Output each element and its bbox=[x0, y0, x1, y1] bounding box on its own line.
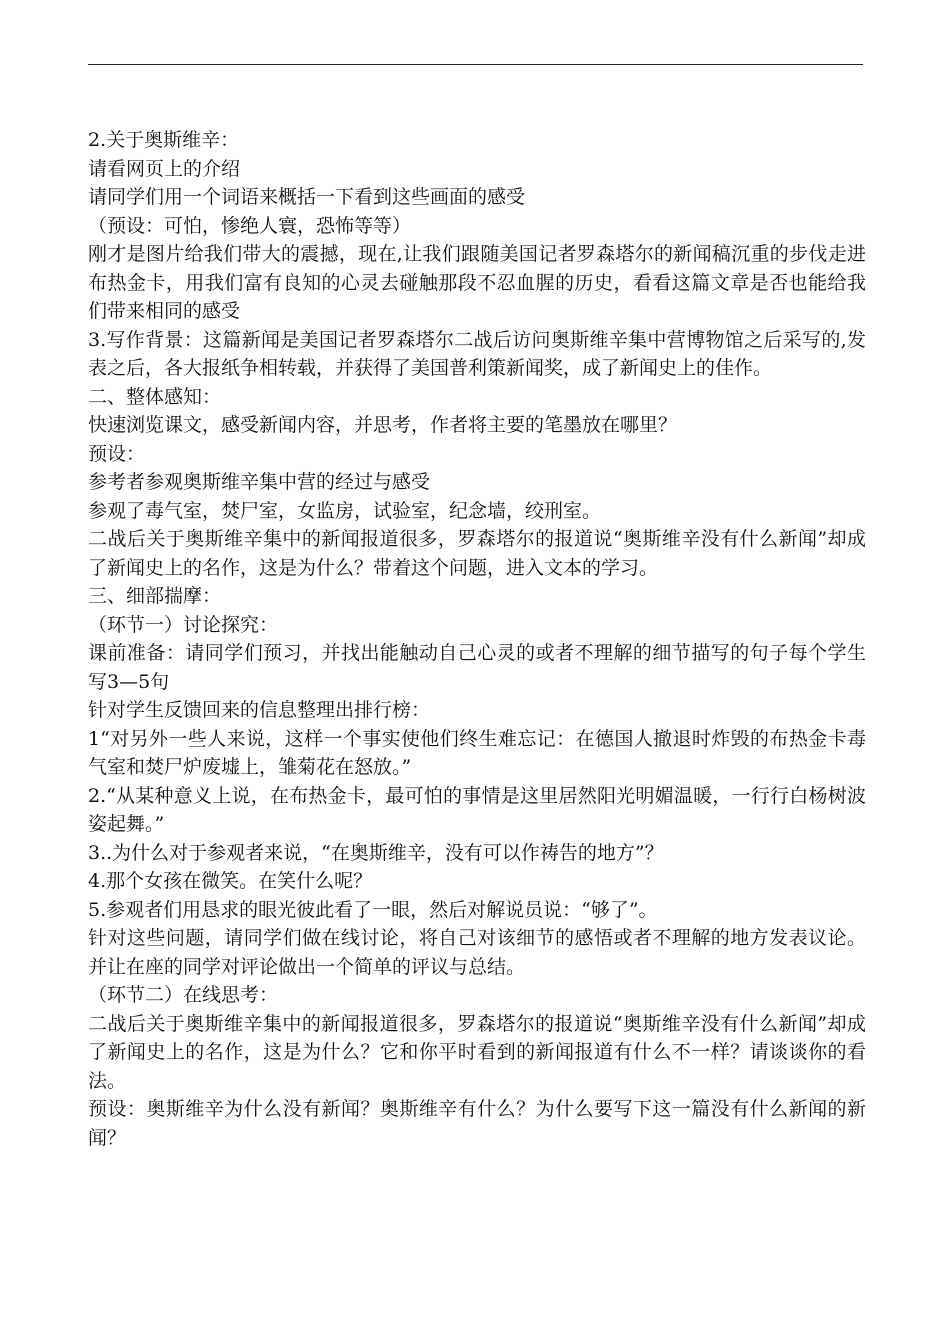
paragraph: 针对学生反馈回来的信息整理出排行榜： bbox=[88, 699, 431, 721]
paragraph: 二战后关于奥斯维辛集中的新闻报道很多，罗森塔尔的报道说“奥斯维辛没有什么新闻”却成了新闻史上的名作，这是为什么？带着这个问题，进入文本的学习。 bbox=[88, 528, 866, 579]
preset-answer: 预设：奥斯维辛为什么没有新闻？奥斯维辛有什么？为什么要写下这一篇没有什么新闻的新闻？ bbox=[88, 1098, 866, 1149]
subsection-heading-discussion: （环节一）讨论探究： bbox=[88, 613, 279, 636]
writing-background: 3.写作背景：这篇新闻是美国记者罗森塔尔二战后访问奥斯维辛集中营博物馆之后采写的,发表之后，各大报纸争相转载，并获得了美国普利策新闻奖，成了新闻史上的佳作。 bbox=[88, 328, 866, 379]
list-item: 4.那个女孩在微笑。在笑什么呢？ bbox=[88, 870, 373, 892]
paragraph: 请看网页上的介绍 bbox=[88, 157, 241, 180]
section-heading-detail: 三、细部揣摩： bbox=[88, 585, 222, 607]
subsection-heading-online-thinking: （环节二）在线思考： bbox=[88, 984, 279, 1006]
section-heading-overview: 二、整体感知： bbox=[88, 385, 222, 408]
paragraph: 课前准备：请同学们预习，并找出能触动自己心灵的或者不理解的细节描写的句子每个学生写3—5句 bbox=[88, 642, 866, 693]
preset-answer: （预设：可怕，惨绝人寰，恐怖等等） bbox=[88, 214, 412, 237]
header-rule bbox=[88, 64, 863, 65]
list-item: 3..为什么对于参观者来说，“在奥斯维辛，没有可以作祷告的地方”？ bbox=[88, 841, 664, 864]
paragraph: 二战后关于奥斯维辛集中的新闻报道很多，罗森塔尔的报道说“奥斯维辛没有什么新闻”却成了新闻史上的名作，这是为什么？它和你平时看到的新闻报道有什么不一样？请谈谈你的看法。 bbox=[88, 1012, 866, 1092]
paragraph: 刚才是图片给我们带大的震撼，现在,让我们跟随美国记者罗森塔尔的新闻稿沉重的步伐走进布热金卡，用我们富有良知的心灵去碰触那段不忍血腥的历史，看看这篇文章是否也能给我们带来相同的感受 bbox=[88, 243, 866, 322]
list-item: 1“对另外一些人来说，这样一个事实使他们终生难忘记：在德国人撤退时炸毁的布热金卡毒气室和焚尸炉废墟上，雏菊花在怒放。” bbox=[88, 727, 866, 778]
list-item: 5.参观者们用恳求的眼光彼此看了一眼，然后对解说员说：“够了”。 bbox=[88, 898, 658, 921]
paragraph: 快速浏览课文，感受新闻内容，并思考，作者将主要的笔墨放在哪里？ bbox=[88, 414, 678, 436]
paragraph: 请同学们用一个词语来概括一下看到这些画面的感受 bbox=[88, 186, 526, 208]
document-body bbox=[88, 126, 866, 1152]
paragraph: 针对这些问题，请同学们做在线讨论，将自己对该细节的感悟或者不理解的地方发表议论。并让在座的同学对评论做出一个简单的评议与总结。 bbox=[88, 927, 866, 978]
paragraph: 参观了毒气室，焚尸室，女监房，试验室，纪念墙，绞刑室。 bbox=[88, 499, 602, 522]
list-item: 2.“从某种意义上说，在布热金卡，最可怕的事情是这里居然阳光明媚温暖，一行行白杨树波姿起舞。” bbox=[88, 784, 866, 835]
paragraph: 参考者参观奥斯维辛集中营的经过与感受 bbox=[88, 471, 431, 493]
preset-label: 预设： bbox=[88, 442, 146, 465]
section-heading-auschwitz: 2.关于奥斯维辛： bbox=[88, 129, 240, 151]
